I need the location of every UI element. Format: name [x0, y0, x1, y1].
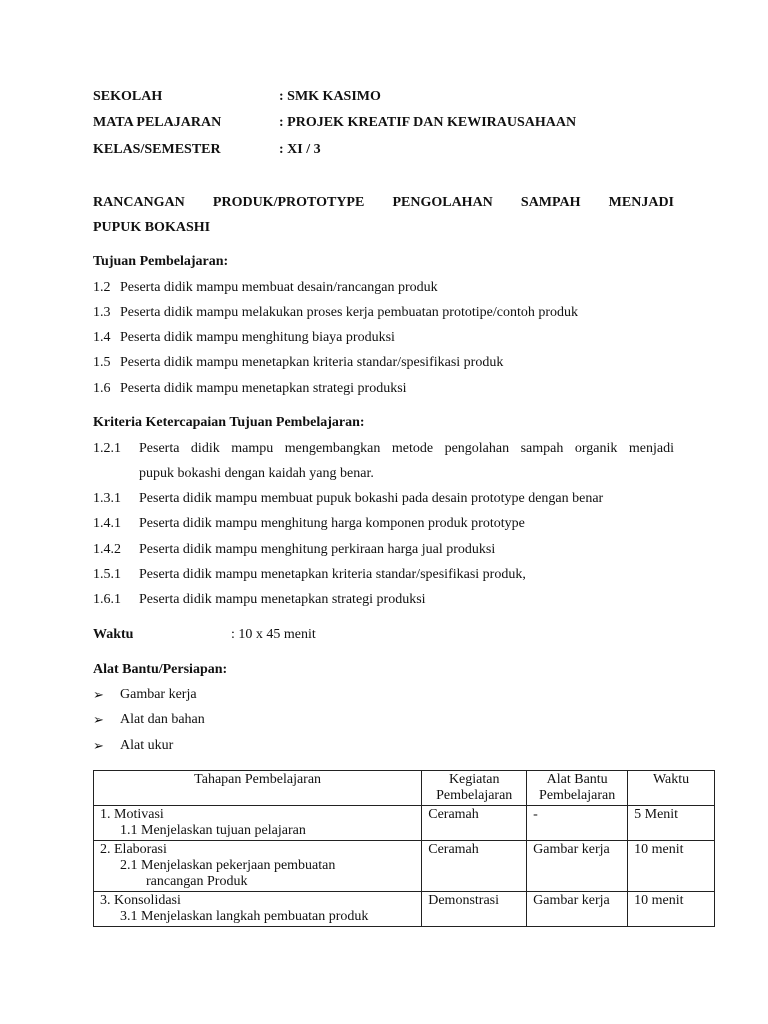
- alat-cell: Gambar kerja: [527, 892, 628, 927]
- kegiatan-cell: Ceramah: [422, 806, 527, 841]
- tujuan-text: Peserta didik mampu melakukan proses kerja pembuatan prototipe/contoh produk: [120, 305, 578, 320]
- arrow-bullet-icon: ➢: [93, 687, 104, 702]
- table-row: [94, 841, 715, 892]
- header-alat-bantu: Alat Bantu Pembelajaran: [527, 771, 628, 806]
- waktu-label: Waktu: [93, 627, 134, 642]
- header-label-sekolah: SEKOLAH: [93, 89, 163, 104]
- alat-item: Alat ukur: [120, 738, 174, 753]
- kriteria-text: Peserta didik mampu menghitung perkiraan harga jual produksi: [139, 542, 496, 557]
- tujuan-num: 1.5: [93, 355, 111, 370]
- waktu-value: : 10 x 45 menit: [231, 627, 316, 642]
- table-row: [94, 806, 715, 841]
- kriteria-heading: Kriteria Ketercapaian Tujuan Pembelajaran:: [93, 415, 365, 430]
- header-label-kelas: KELAS/SEMESTER: [93, 142, 221, 157]
- tahapan-main: 1. Motivasi: [100, 807, 164, 822]
- kriteria-text-continued: pupuk bokashi dengan kaidah yang benar.: [139, 466, 374, 481]
- document-title-line1: RANCANGAN PRODUK/PROTOTYPE PENGOLAHAN SAMPAH MENJADI: [93, 195, 674, 210]
- tujuan-text: Peserta didik mampu membuat desain/rancangan produk: [120, 280, 438, 295]
- tujuan-heading: Tujuan Pembelajaran:: [93, 254, 229, 269]
- tujuan-num: 1.6: [93, 381, 111, 396]
- tahapan-main: 3. Konsolidasi: [100, 893, 181, 908]
- kriteria-text: Peserta didik mampu menghitung harga komponen produk prototype: [139, 516, 525, 531]
- document-title-line2: PUPUK BOKASHI: [93, 220, 211, 235]
- waktu-cell: 10 menit: [628, 841, 715, 892]
- arrow-bullet-icon: ➢: [93, 738, 104, 753]
- header-label-mapel: MATA PELAJARAN: [93, 115, 222, 130]
- kegiatan-cell: Demonstrasi: [422, 892, 527, 927]
- alat-item: Gambar kerja: [120, 687, 197, 702]
- tahapan-cell: [94, 892, 422, 927]
- lesson-steps-table: [93, 770, 715, 927]
- tahapan-sub: 2.1 Menjelaskan pekerjaan pembuatan: [120, 858, 336, 873]
- alat-cell: -: [527, 806, 628, 841]
- tahapan-cell: [94, 841, 422, 892]
- tahapan-sub-continued: rancangan Produk: [146, 874, 248, 889]
- header-waktu: Waktu: [628, 771, 715, 806]
- kriteria-text: Peserta didik mampu menetapkan kriteria standar/spesifikasi produk,: [139, 567, 526, 582]
- tahapan-cell: [94, 806, 422, 841]
- tujuan-text: Peserta didik mampu menetapkan strategi produksi: [120, 381, 407, 396]
- header-value-sekolah: : SMK KASIMO: [279, 89, 381, 104]
- tujuan-text: Peserta didik mampu menghitung biaya produksi: [120, 330, 395, 345]
- alat-cell: Gambar kerja: [527, 841, 628, 892]
- kriteria-num: 1.3.1: [93, 491, 121, 506]
- header-value-mapel: : PROJEK KREATIF DAN KEWIRAUSAHAAN: [279, 115, 577, 130]
- tahapan-sub: 1.1 Menjelaskan tujuan pelajaran: [120, 823, 306, 838]
- table-row: [94, 892, 715, 927]
- waktu-cell: 5 Menit: [628, 806, 715, 841]
- tujuan-num: 1.4: [93, 330, 111, 345]
- arrow-bullet-icon: ➢: [93, 712, 104, 727]
- kriteria-text: Peserta didik mampu mengembangkan metode pengolahan sampah organik menjadi: [139, 441, 674, 456]
- kriteria-num: 1.4.1: [93, 516, 121, 531]
- kegiatan-cell: Ceramah: [422, 841, 527, 892]
- tahapan-sub: 3.1 Menjelaskan langkah pembuatan produk: [120, 909, 369, 924]
- tujuan-num: 1.2: [93, 280, 111, 295]
- tujuan-num: 1.3: [93, 305, 111, 320]
- header-kegiatan: Kegiatan Pembelajaran: [422, 771, 527, 806]
- header-tahapan: Tahapan Pembelajaran: [94, 771, 422, 806]
- kriteria-text: Peserta didik mampu menetapkan strategi produksi: [139, 592, 426, 607]
- table-header-row: [94, 771, 715, 806]
- tujuan-text: Peserta didik mampu menetapkan kriteria standar/spesifikasi produk: [120, 355, 504, 370]
- kriteria-text: Peserta didik mampu membuat pupuk bokashi pada desain prototype dengan benar: [139, 491, 604, 506]
- waktu-cell: 10 menit: [628, 892, 715, 927]
- kriteria-num: 1.4.2: [93, 542, 121, 557]
- tahapan-main: 2. Elaborasi: [100, 842, 167, 857]
- kriteria-num: 1.6.1: [93, 592, 121, 607]
- alat-item: Alat dan bahan: [120, 712, 205, 727]
- alat-heading: Alat Bantu/Persiapan:: [93, 662, 228, 677]
- kriteria-num: 1.5.1: [93, 567, 121, 582]
- kriteria-num: 1.2.1: [93, 441, 121, 456]
- header-value-kelas: : XI / 3: [279, 142, 321, 157]
